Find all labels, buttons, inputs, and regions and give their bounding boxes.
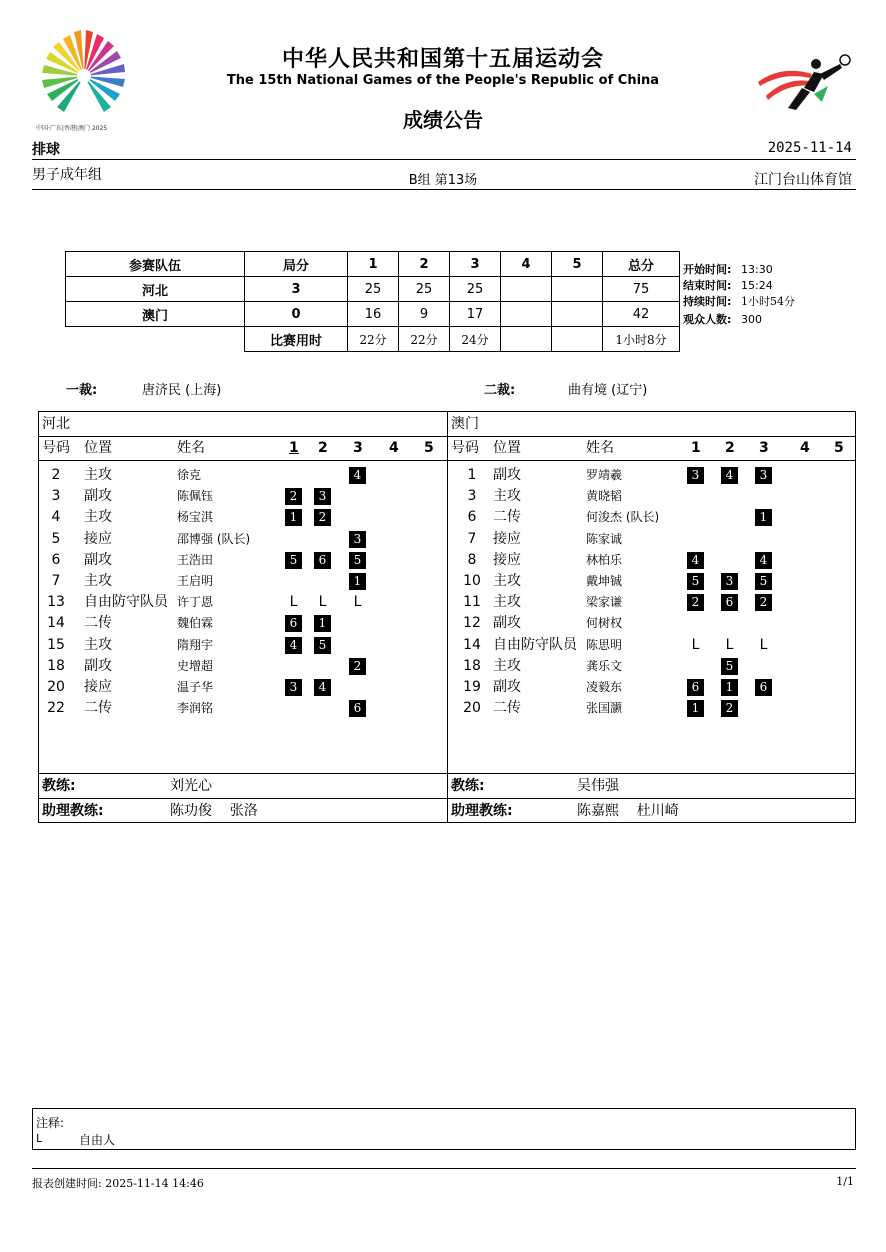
player-number: 14 xyxy=(463,636,481,653)
notes-box xyxy=(32,1108,856,1150)
round: B组 第13场 xyxy=(408,173,478,188)
player-row xyxy=(39,635,447,656)
player-position: 接应 xyxy=(493,551,521,568)
starting-rotation-marker: 5 xyxy=(687,573,704,590)
player-number: 8 xyxy=(467,551,477,568)
player-row xyxy=(39,550,447,571)
starting-rotation-marker: 2 xyxy=(314,509,331,526)
team-name: 河北 xyxy=(66,277,245,302)
col-set-5: 5 xyxy=(834,440,844,456)
team-name: 澳门 xyxy=(66,302,245,327)
attendance: 观众人数: 300 xyxy=(683,313,762,326)
player-row xyxy=(39,571,447,592)
sets-won: 0 xyxy=(245,302,348,327)
games-title-cn: 中华人民共和国第十五届运动会 xyxy=(281,47,604,72)
logo-caption: 中国·广东|香港|澳门 2025 xyxy=(36,125,108,132)
player-number: 4 xyxy=(51,509,61,526)
player-name: 隋翔宇 xyxy=(177,637,214,652)
assistant-coach-names: 陈嘉熙 杜川崎 xyxy=(577,803,679,819)
starting-rotation-marker: 2 xyxy=(721,700,738,717)
set-duration: 22分 xyxy=(348,327,399,352)
notes-value: 自由人 xyxy=(79,1133,116,1147)
player-name: 邵博强 (队长) xyxy=(177,531,251,546)
player-row xyxy=(448,656,855,677)
set-score xyxy=(501,302,552,327)
starting-rotation-marker: 6 xyxy=(285,615,302,632)
assistant-coach-row xyxy=(448,798,855,824)
start-time: 开始时间: 13:30 xyxy=(683,263,773,276)
player-number: 7 xyxy=(467,530,477,547)
player-name: 黄晓韬 xyxy=(586,489,623,504)
starting-rotation-marker: 4 xyxy=(755,552,772,569)
starting-rotation-marker: 1 xyxy=(687,700,704,717)
player-number: 12 xyxy=(463,615,481,632)
player-number: 10 xyxy=(463,573,481,589)
first-referee-name: 唐济民 (上海) xyxy=(142,383,222,398)
libero-marker: L xyxy=(759,636,768,653)
set-score: 16 xyxy=(348,302,399,327)
duration-label: 比赛用时 xyxy=(245,327,348,352)
player-number: 15 xyxy=(47,636,65,653)
set-duration xyxy=(501,327,552,352)
libero-marker: L xyxy=(289,594,298,611)
header-set-1: 1 xyxy=(348,252,399,277)
starting-rotation-marker: 1 xyxy=(285,509,302,526)
starting-rotation-marker: 3 xyxy=(755,467,772,484)
player-number: 5 xyxy=(51,530,61,547)
score-row xyxy=(66,277,680,302)
total-points: 75 xyxy=(603,277,680,302)
roster-column-headers xyxy=(39,436,447,461)
player-number: 14 xyxy=(47,615,65,632)
sets-won: 3 xyxy=(245,277,348,302)
player-position: 主攻 xyxy=(493,594,521,611)
player-name: 龚乐文 xyxy=(586,658,623,673)
player-name: 李润铭 xyxy=(177,701,214,716)
notes-key: L xyxy=(36,1132,43,1145)
player-name: 温子华 xyxy=(177,680,214,694)
player-number: 20 xyxy=(47,679,65,695)
player-name: 许丁恩 xyxy=(177,595,214,610)
player-name: 戴坤铖 xyxy=(586,574,623,588)
set-duration: 24分 xyxy=(450,327,501,352)
header-set-5: 5 xyxy=(552,252,603,277)
roster-team-a xyxy=(38,411,448,823)
player-row xyxy=(448,465,855,486)
roster-team-name: 澳门 xyxy=(448,412,855,437)
set-score xyxy=(552,302,603,327)
player-number: 7 xyxy=(51,573,61,589)
coach-label: 教练: xyxy=(451,778,485,794)
player-number: 18 xyxy=(47,657,65,674)
player-position: 自由防守队员 xyxy=(493,636,577,653)
set-duration: 22分 xyxy=(399,327,450,352)
col-position: 位置 xyxy=(84,440,112,456)
player-number: 22 xyxy=(47,700,65,717)
player-position: 主攻 xyxy=(493,573,521,589)
player-name: 张国灏 xyxy=(586,701,623,716)
score-header-row xyxy=(66,252,680,277)
end-time: 结束时间: 15:24 xyxy=(683,279,773,292)
player-row xyxy=(448,507,855,528)
player-name: 史增超 xyxy=(177,658,214,673)
total-points: 42 xyxy=(603,302,680,327)
player-name: 陈佩钰 xyxy=(177,489,214,504)
page-number: 1/1 xyxy=(836,1175,854,1188)
starting-rotation-marker: 2 xyxy=(285,488,302,505)
col-set-1: 1 xyxy=(289,440,299,456)
col-set-2: 2 xyxy=(725,440,735,456)
player-position: 副攻 xyxy=(84,551,112,568)
player-position: 副攻 xyxy=(493,679,521,695)
report-created: 报表创建时间: 2025-11-14 14:46 xyxy=(32,1177,204,1190)
roster-team-name: 河北 xyxy=(39,412,447,437)
starting-rotation-marker: 3 xyxy=(285,679,302,696)
header-sets: 局分 xyxy=(245,252,348,277)
col-set-4: 4 xyxy=(800,440,810,456)
player-number: 2 xyxy=(51,467,61,483)
col-set-2: 2 xyxy=(318,440,328,456)
player-number: 13 xyxy=(47,594,65,611)
sport: 排球 xyxy=(32,142,60,158)
player-number: 18 xyxy=(463,657,481,674)
player-number: 6 xyxy=(51,551,61,568)
player-position: 自由防守队员 xyxy=(84,594,168,611)
header-set-4: 4 xyxy=(501,252,552,277)
coach-label: 教练: xyxy=(42,778,76,794)
player-position: 接应 xyxy=(493,530,521,547)
player-name: 梁家谦 xyxy=(586,595,623,610)
player-name: 陈思明 xyxy=(586,637,623,652)
libero-marker: L xyxy=(318,594,327,611)
col-number: 号码 xyxy=(451,440,479,456)
player-row xyxy=(39,529,447,550)
assistant-coach-names: 陈功俊 张洛 xyxy=(170,803,258,819)
starting-rotation-marker: 6 xyxy=(687,679,704,696)
starting-rotation-marker: 5 xyxy=(349,552,366,569)
assistant-coach-label: 助理教练: xyxy=(451,803,513,819)
player-name: 王浩田 xyxy=(177,552,214,567)
player-position: 主攻 xyxy=(84,467,112,483)
player-number: 19 xyxy=(463,679,481,695)
score-row xyxy=(66,302,680,327)
player-position: 副攻 xyxy=(493,467,521,483)
player-row xyxy=(39,486,447,507)
set-score xyxy=(552,277,603,302)
starting-rotation-marker: 4 xyxy=(285,637,302,654)
divider xyxy=(32,159,856,160)
player-row xyxy=(448,613,855,634)
starting-rotation-marker: 4 xyxy=(687,552,704,569)
category: 男子成年组 xyxy=(32,167,102,183)
col-set-3: 3 xyxy=(353,440,363,456)
starting-rotation-marker: 5 xyxy=(755,573,772,590)
first-referee-label: 一裁: xyxy=(66,383,98,398)
player-row xyxy=(39,613,447,634)
player-position: 副攻 xyxy=(84,488,112,505)
player-name: 徐克 xyxy=(177,468,202,482)
player-row xyxy=(39,465,447,486)
header-set-2: 2 xyxy=(399,252,450,277)
player-row xyxy=(448,529,855,550)
starting-rotation-marker: 2 xyxy=(349,658,366,675)
player-number: 20 xyxy=(463,700,481,717)
set-score: 25 xyxy=(450,277,501,302)
score-table xyxy=(65,251,680,352)
player-name: 陈家诚 xyxy=(586,531,623,546)
set-duration xyxy=(552,327,603,352)
match-date: 2025-11-14 xyxy=(767,140,852,156)
coach-row xyxy=(39,773,447,799)
player-row xyxy=(39,592,447,613)
starting-rotation-marker: 4 xyxy=(349,467,366,484)
starting-rotation-marker: 6 xyxy=(721,594,738,611)
player-position: 副攻 xyxy=(84,657,112,674)
header-team: 参赛队伍 xyxy=(66,252,245,277)
player-row xyxy=(39,507,447,528)
starting-rotation-marker: 5 xyxy=(285,552,302,569)
starting-rotation-marker: 4 xyxy=(314,679,331,696)
player-number: 11 xyxy=(463,594,481,611)
starting-rotation-marker: 1 xyxy=(755,509,772,526)
assistant-coach-row xyxy=(39,798,447,824)
coach-name: 吴伟强 xyxy=(577,778,619,794)
player-name: 杨宝淇 xyxy=(177,510,214,525)
roster-column-headers xyxy=(448,436,855,461)
starting-rotation-marker: 4 xyxy=(721,467,738,484)
duration: 持续时间: 1小时54分 xyxy=(683,295,795,308)
player-position: 二传 xyxy=(84,615,112,632)
set-score: 25 xyxy=(348,277,399,302)
col-name: 姓名 xyxy=(177,440,205,456)
player-row xyxy=(448,635,855,656)
player-name: 凌毅东 xyxy=(586,680,623,694)
set-score: 25 xyxy=(399,277,450,302)
player-position: 主攻 xyxy=(84,573,112,589)
player-name: 王启明 xyxy=(177,574,214,588)
starting-rotation-marker: 2 xyxy=(687,594,704,611)
player-name: 魏伯霖 xyxy=(177,616,214,631)
col-position: 位置 xyxy=(493,440,521,456)
player-row xyxy=(39,698,447,719)
player-row xyxy=(448,592,855,613)
player-position: 主攻 xyxy=(84,636,112,653)
notes-label: 注释: xyxy=(36,1116,65,1130)
starting-rotation-marker: 6 xyxy=(314,552,331,569)
header-set-3: 3 xyxy=(450,252,501,277)
report-title: 成绩公告 xyxy=(403,108,483,132)
starting-rotation-marker: 2 xyxy=(755,594,772,611)
player-position: 二传 xyxy=(493,509,521,526)
coach-name: 刘光心 xyxy=(170,778,212,794)
player-row xyxy=(448,677,855,698)
player-name: 罗靖羲 xyxy=(586,468,623,482)
player-position: 接应 xyxy=(84,530,112,547)
second-referee-label: 二裁: xyxy=(484,383,516,398)
starting-rotation-marker: 5 xyxy=(314,637,331,654)
starting-rotation-marker: 5 xyxy=(721,658,738,675)
player-number: 1 xyxy=(467,467,477,483)
player-row xyxy=(39,656,447,677)
libero-marker: L xyxy=(691,636,700,653)
player-position: 主攻 xyxy=(84,509,112,526)
col-number: 号码 xyxy=(42,440,70,456)
coach-row xyxy=(448,773,855,799)
set-score: 17 xyxy=(450,302,501,327)
set-score: 9 xyxy=(399,302,450,327)
player-position: 二传 xyxy=(84,700,112,717)
assistant-coach-label: 助理教练: xyxy=(42,803,104,819)
player-position: 副攻 xyxy=(493,615,521,632)
starting-rotation-marker: 1 xyxy=(314,615,331,632)
header-total: 总分 xyxy=(603,252,680,277)
player-position: 二传 xyxy=(493,700,521,717)
player-position: 主攻 xyxy=(493,488,521,505)
starting-rotation-marker: 3 xyxy=(687,467,704,484)
games-title-en: The 15th National Games of the People's Republic of China xyxy=(226,73,660,88)
player-row xyxy=(448,571,855,592)
player-position: 主攻 xyxy=(493,657,521,674)
libero-marker: L xyxy=(353,594,362,611)
col-set-4: 4 xyxy=(389,440,399,456)
roster-team-b xyxy=(447,411,856,823)
player-row xyxy=(448,550,855,571)
total-duration: 1小时8分 xyxy=(603,327,680,352)
col-set-1: 1 xyxy=(691,440,701,456)
player-row xyxy=(448,486,855,507)
divider xyxy=(32,189,856,190)
starting-rotation-marker: 3 xyxy=(721,573,738,590)
player-row xyxy=(448,698,855,719)
starting-rotation-marker: 6 xyxy=(349,700,366,717)
footer-divider xyxy=(32,1168,856,1169)
col-name: 姓名 xyxy=(586,440,614,456)
set-score xyxy=(501,277,552,302)
starting-rotation-marker: 6 xyxy=(755,679,772,696)
col-set-5: 5 xyxy=(424,440,434,456)
player-number: 6 xyxy=(467,509,477,526)
libero-marker: L xyxy=(725,636,734,653)
player-name: 何树权 xyxy=(586,616,623,631)
starting-rotation-marker: 3 xyxy=(314,488,331,505)
starting-rotation-marker: 1 xyxy=(349,573,366,590)
player-name: 何浚杰 (队长) xyxy=(586,510,660,525)
player-name: 林柏乐 xyxy=(586,552,623,567)
col-set-3: 3 xyxy=(759,440,769,456)
player-position: 接应 xyxy=(84,679,112,695)
venue: 江门台山体育馆 xyxy=(754,172,852,188)
player-number: 3 xyxy=(467,488,477,505)
starting-rotation-marker: 1 xyxy=(721,679,738,696)
duration-row xyxy=(66,327,680,352)
player-number: 3 xyxy=(51,488,61,505)
player-row xyxy=(39,677,447,698)
second-referee-name: 曲有境 (辽宁) xyxy=(568,383,648,398)
starting-rotation-marker: 3 xyxy=(349,531,366,548)
